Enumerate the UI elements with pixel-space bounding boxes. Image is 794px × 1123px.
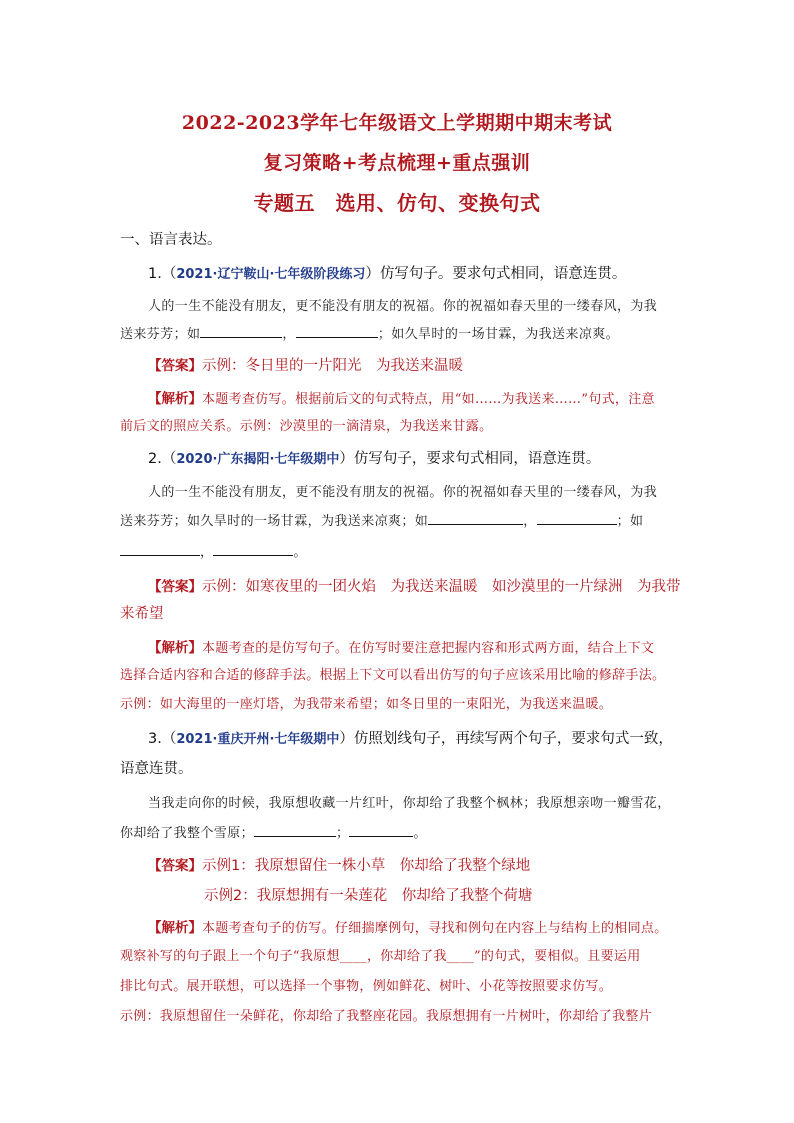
analysis-text: 前后文的照应关系。示例：沙漠里的一滴清泉，为我送来甘露。 <box>120 419 493 434</box>
question-prompt: 仿照划线句子，再续写两个句子，要求句式一致， <box>353 731 673 747</box>
answer-label: 【答案】 <box>148 358 202 374</box>
text-fragment: ；如久旱时的一场甘霖，为我送来凉爽。 <box>377 327 620 342</box>
question-3-analysis <box>148 916 668 936</box>
text-fragment: 。 <box>293 545 307 560</box>
text-fragment: ；如 <box>616 514 644 529</box>
analysis-text: 示例：我原想留住一朵鲜花，你却给了我整座花园。我原想拥有一片树叶，你却给了我整片 <box>120 1009 653 1024</box>
question-3-answer <box>148 854 530 875</box>
question-2-analysis <box>148 636 654 656</box>
question-2-text-line <box>120 541 307 560</box>
question-prompt: 仿写句子。要求句式相同，语意连贯。 <box>379 266 627 282</box>
text-fragment: 你却给了我整个雪原； <box>120 826 255 841</box>
answer-blank[interactable] <box>254 822 336 837</box>
question-1-answer <box>148 354 463 375</box>
answer-text: 示例2：我原想拥有一朵莲花 你却给了我整个荷塘 <box>204 888 533 904</box>
text-fragment: 送来芬芳；如久旱时的一场甘霖，为我送来凉爽；如 <box>120 514 429 529</box>
question-1-text-line <box>120 323 619 342</box>
answer-label: 【答案】 <box>148 858 202 874</box>
text-fragment: ； <box>336 826 350 841</box>
question-3-heading <box>148 727 673 748</box>
answer-text: 示例：如寒夜里的一团火焰 为我送来温暖 如沙漠里的一片绿洲 为我带 <box>202 579 681 595</box>
analysis-label: 【解析】 <box>148 920 202 936</box>
answer-blank[interactable] <box>120 541 200 556</box>
question-3-prompt-cont: 语意连贯。 <box>120 761 193 777</box>
question-number: 1.（ <box>148 266 177 282</box>
analysis-text: 本题考查的是仿写句子。在仿写时要注意把握内容和形式两方面，结合上下文 <box>202 641 655 656</box>
question-prompt: 仿写句子，要求句式相同，语意连贯。 <box>353 451 601 467</box>
answer-blank[interactable] <box>537 510 617 525</box>
question-number: 3.（ <box>148 731 177 747</box>
analysis-text: 排比句式。展开联想，可以选择一个事物，例如鲜花、树叶、小花等按照要求仿写。 <box>120 979 613 994</box>
question-bracket: ） <box>339 451 354 467</box>
section-heading: 一、语言表达。 <box>120 232 222 248</box>
question-1-analysis <box>148 387 655 407</box>
question-source: 2021·辽宁鞍山·七年级阶段练习 <box>176 267 366 282</box>
analysis-text: 本题考查句子的仿写。仔细揣摩例句，寻找和例句在内容上与结构上的相同点。 <box>202 921 668 936</box>
question-bracket: ） <box>339 731 354 747</box>
question-2-answer <box>148 575 681 596</box>
question-2-text-line: 人的一生不能没有朋友，更不能没有朋友的祝福。你的祝福如春天里的一缕春风，为我 <box>148 485 658 500</box>
answer-text: 来希望 <box>120 606 164 622</box>
answer-label: 【答案】 <box>148 579 202 595</box>
question-source: 2021·重庆开州·七年级期中 <box>176 732 340 747</box>
question-2-heading <box>148 447 600 468</box>
analysis-text: 观察补写的句子跟上一个句子“我原想____，你却给了我____”的句式，要相似。且要运用 <box>120 949 641 964</box>
analysis-text: 示例：如大海里的一座灯塔，为我带来希望；如冬日里的一束阳光，为我送来温暖。 <box>120 697 613 712</box>
text-fragment: ， <box>200 545 214 560</box>
answer-text: 示例：冬日里的一片阳光 为我送来温暖 <box>202 358 463 374</box>
document-title: 2022-2023学年七年级语文上学期期中期末考试 <box>181 112 613 134</box>
text-fragment: ， <box>282 327 296 342</box>
question-1-text-line: 人的一生不能没有朋友，更不能没有朋友的祝福。你的祝福如春天里的一缕春风，为我 <box>148 299 658 314</box>
answer-text: 示例1：我原想留住一株小草 你却给了我整个绿地 <box>202 858 531 874</box>
question-number: 2.（ <box>148 451 177 467</box>
analysis-text: 选择合适内容和合适的修辞手法。根据上下文可以看出仿写的句子应该采用比喻的修辞手法。 <box>120 668 666 683</box>
text-fragment: 。 <box>413 826 427 841</box>
analysis-text: 本题考查仿写。根据前后文的句式特点，用“如……为我送来……”句式，注意 <box>202 392 655 407</box>
answer-blank[interactable] <box>213 541 293 556</box>
question-3-text-line: 当我走向你的时候，我原想收藏一片红叶，你却给了我整个枫林；我原想亲吻一瓣雪花， <box>148 796 671 811</box>
question-source: 2020·广东揭阳·七年级期中 <box>176 452 340 467</box>
text-fragment: 送来芬芳；如 <box>120 327 201 342</box>
question-1-heading <box>148 262 626 283</box>
topic-title: 专题五 选用、仿句、变换句式 <box>253 191 541 215</box>
question-bracket: ） <box>365 266 380 282</box>
text-fragment: ， <box>523 514 537 529</box>
answer-blank[interactable] <box>200 323 282 338</box>
question-3-text-line <box>120 822 427 841</box>
question-2-text-line <box>120 510 643 529</box>
analysis-label: 【解析】 <box>148 391 202 407</box>
answer-blank[interactable] <box>349 822 413 837</box>
document-subtitle: 复习策略+考点梳理+重点强训 <box>263 152 531 174</box>
answer-blank[interactable] <box>428 510 523 525</box>
answer-blank[interactable] <box>296 323 378 338</box>
analysis-label: 【解析】 <box>148 640 202 656</box>
